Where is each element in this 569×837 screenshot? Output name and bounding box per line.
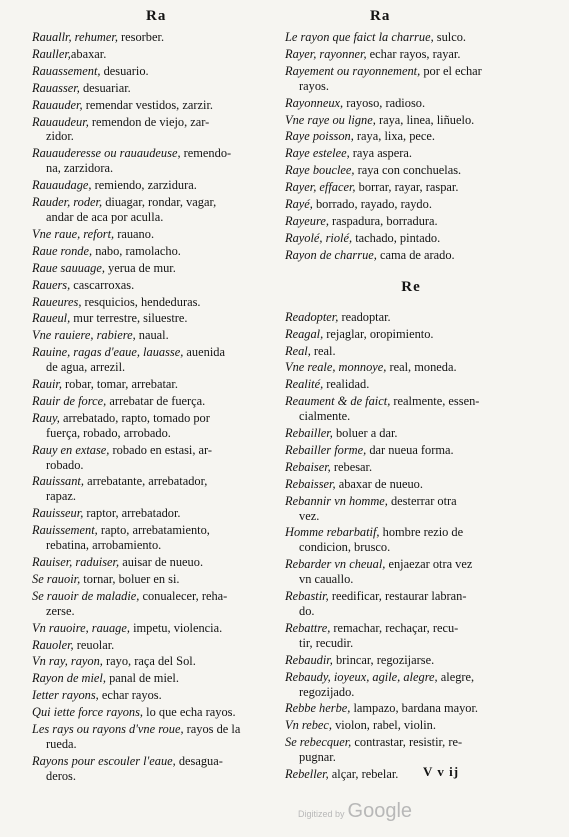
dictionary-entry [285, 231, 537, 246]
dictionary-entry [32, 328, 284, 343]
entry-headword: Vne raue, refort, [32, 226, 115, 241]
entry-definition: impetu, violencia. [129, 620, 223, 635]
entry-definition: arrebatado, rapto, tomado por [59, 410, 210, 425]
entry-definition: panal de miel. [105, 671, 179, 686]
entry-headword: Rauaudeur, [32, 114, 89, 129]
entry-headword: Rauers, [32, 277, 71, 292]
dictionary-entry [285, 394, 537, 424]
entry-definition: diuagar, rondar, vagar, [102, 195, 217, 210]
right-column [285, 30, 537, 784]
entry-definition: remendar vestidos, zarzir. [82, 97, 213, 112]
dictionary-entry [285, 47, 537, 62]
entry-headword: Vne reale, monnoye, [285, 360, 387, 375]
dictionary-entry [285, 96, 537, 111]
entry-continuation: deros. [46, 768, 76, 783]
dictionary-entry [32, 64, 284, 79]
entry-definition: resorber. [117, 30, 165, 44]
entry-definition: brincar, regozijarse. [332, 652, 435, 667]
entry-headword: Rebailler forme, [285, 442, 367, 457]
entry-definition: desagua- [175, 753, 223, 768]
entry-headword: Vne rauiere, rabiere, [32, 328, 136, 343]
dictionary-entry [32, 261, 284, 276]
entry-headword: Rauissement, [32, 523, 98, 538]
entry-headword: Rayon de miel, [32, 671, 106, 686]
dictionary-entry [285, 163, 537, 178]
entry-headword: Vne raye ou ligne, [285, 112, 376, 127]
entry-headword: Rauisseur, [32, 506, 84, 521]
dictionary-entry [285, 621, 537, 651]
entry-definition: resquicios, hendeduras. [81, 294, 201, 309]
entry-continuation: de agua, arrezil. [46, 360, 126, 375]
entry-headword: Vn rebec, [285, 718, 333, 733]
dictionary-entry [32, 146, 284, 176]
entry-headword: Rauller, [32, 46, 71, 61]
entry-headword: Raueures, [32, 294, 82, 309]
entry-definition: abaxar de nueuo. [335, 476, 423, 491]
entry-definition: robado en estasi, ar- [109, 442, 213, 457]
dictionary-entry [285, 477, 537, 492]
entry-headword: Qui iette force rayons, [32, 705, 144, 720]
dictionary-entry [285, 214, 537, 229]
signature-mark: V v ij [423, 764, 460, 779]
dictionary-entry [285, 360, 537, 375]
entry-headword: Reaument & de faict, [285, 394, 391, 409]
entry-definition: alegre, [437, 669, 475, 684]
entry-definition: abaxar. [70, 46, 107, 61]
dictionary-entry [285, 344, 537, 359]
dictionary-entry [32, 688, 284, 703]
dictionary-entry [32, 722, 284, 752]
dictionary-entry [32, 30, 284, 45]
entry-headword: Rebaiser, [285, 459, 331, 474]
entry-headword: Rauy, [32, 410, 60, 425]
entry-definition: nabo, ramolacho. [92, 243, 181, 258]
entry-headword: Rauasser, [32, 80, 80, 95]
entry-definition: echar rayos. [98, 688, 162, 703]
entry-headword: Rauissant, [32, 474, 84, 489]
entry-definition: enjaezar otra vez [385, 557, 473, 572]
dictionary-entry [285, 589, 537, 619]
entry-definition: lampazo, bardana mayor. [350, 701, 479, 716]
dictionary-entry [32, 572, 284, 587]
left-column [32, 30, 284, 786]
entry-continuation: vez. [299, 508, 320, 523]
entry-headword: Ietter rayons, [32, 688, 99, 703]
entry-continuation: rapaz. [46, 489, 76, 504]
entry-headword: Rebeller, [285, 767, 329, 782]
dictionary-entry [285, 64, 537, 94]
dictionary-entry [32, 394, 284, 409]
entry-definition: lo que echa rayos. [143, 705, 236, 720]
entry-headword: Readopter, [285, 309, 339, 324]
entry-definition: raya con conchuelas. [354, 163, 462, 178]
dictionary-entry [32, 671, 284, 686]
entry-headword: Rebattre, [285, 620, 331, 635]
dictionary-entry [285, 129, 537, 144]
entry-headword: Vn ray, rayon, [32, 654, 103, 669]
entry-headword: Rauallr, rehumer, [32, 30, 118, 44]
dictionary-entry [285, 426, 537, 441]
dictionary-entry [285, 460, 537, 475]
entry-definition: hombre rezio de [379, 525, 464, 540]
entry-definition: raya, lixa, pece. [353, 129, 436, 144]
entry-headword: Vn rauoire, rauage, [32, 620, 130, 635]
entry-continuation: rebatina, arrobamiento. [46, 538, 162, 553]
running-head-right: Ra [370, 8, 391, 24]
entry-definition: desuariar. [79, 80, 131, 95]
entry-continuation: na, zarzidora. [46, 161, 114, 176]
entry-headword: Rauiser, raduiser, [32, 555, 120, 569]
digitized-watermark [298, 800, 412, 823]
dictionary-entry [285, 443, 537, 458]
dictionary-entry [285, 30, 537, 45]
entry-definition: borrado, rayado, raydo. [312, 197, 432, 212]
entry-headword: Rebbe herbe, [285, 701, 351, 716]
entry-definition: rauano. [114, 226, 155, 241]
entry-definition: arrebatante, arrebatador, [83, 474, 208, 489]
dictionary-entry [285, 767, 537, 782]
dictionary-entry [32, 81, 284, 96]
watermark-brand: Google [347, 800, 413, 822]
entry-headword: Raye poisson, [285, 129, 354, 144]
dictionary-entry [285, 494, 537, 524]
dictionary-entry [32, 411, 284, 441]
dictionary-entry [285, 701, 537, 716]
dictionary-entry [32, 555, 284, 570]
entry-definition: readoptar. [338, 309, 391, 324]
entry-continuation: robado. [46, 457, 84, 472]
entry-continuation: zidor. [46, 129, 74, 144]
entry-headword: Realité, [285, 377, 324, 392]
entry-definition: rejaglar, oropimiento. [323, 326, 434, 341]
dictionary-entry [32, 654, 284, 669]
entry-continuation: condicion, brusco. [299, 540, 391, 555]
entry-continuation: regozijado. [299, 684, 355, 699]
entry-definition: raya, linea, liñuelo. [375, 112, 475, 127]
entry-headword: Homme rebarbatif, [285, 525, 380, 540]
entry-definition: reedificar, restaurar labran- [328, 589, 467, 604]
entry-definition: rayos de la [183, 722, 241, 737]
dictionary-entry [32, 377, 284, 392]
entry-definition: tornar, boluer en si. [80, 571, 180, 586]
entry-headword: Les rays ou rayons d'vne roue, [32, 722, 184, 737]
entry-definition: violon, rabel, violin. [332, 718, 436, 733]
entry-headword: Rauauder, [32, 97, 83, 112]
entry-headword: Rayeure, [285, 213, 329, 228]
dictionary-entry [285, 327, 537, 342]
right-column-entries-re [285, 310, 537, 782]
entry-definition: auenida [183, 345, 225, 360]
entry-headword: Rauder, roder, [32, 195, 103, 210]
dictionary-entry [285, 557, 537, 587]
dictionary-entry [285, 735, 537, 765]
entry-continuation: tir, recudir. [299, 635, 354, 650]
entry-definition: sulco. [433, 30, 467, 44]
entry-definition: desuario. [100, 63, 149, 78]
entry-continuation: andar de aca por aculla. [46, 209, 164, 224]
entry-definition: echar rayos, rayar. [366, 46, 461, 61]
dictionary-entry [285, 525, 537, 555]
entry-definition: reuolar. [73, 637, 115, 652]
entry-headword: Reagal, [285, 326, 324, 341]
entry-definition: por el echar [420, 63, 482, 78]
entry-continuation: do. [299, 604, 315, 618]
entry-headword: Raue sauuage, [32, 260, 105, 275]
entry-definition: rayoso, radioso. [343, 95, 426, 110]
entry-definition: borrar, rayar, raspar. [355, 180, 459, 195]
entry-continuation: fuerça, robado, arrobado. [46, 425, 171, 440]
entry-continuation: cialmente. [299, 409, 351, 424]
entry-headword: Rayonneux, [285, 95, 344, 110]
entry-definition: raya aspera. [349, 146, 412, 161]
dictionary-entry [285, 113, 537, 128]
entry-headword: Raye estelee, [285, 146, 350, 161]
dictionary-entry [285, 146, 537, 161]
entry-headword: Rayon de charrue, [285, 247, 377, 262]
entry-headword: Rayé, [285, 197, 313, 212]
entry-headword: Rayer, effacer, [285, 180, 356, 195]
entry-definition: auisar de nueuo. [119, 555, 204, 569]
dictionary-entry [32, 47, 284, 62]
entry-headword: Raueul, [32, 311, 71, 326]
entry-continuation: rayos. [299, 78, 329, 93]
entry-headword: Raye bouclee, [285, 163, 355, 178]
entry-definition: boluer a dar. [332, 426, 398, 441]
entry-definition: conualecer, reha- [139, 588, 228, 603]
entry-continuation: vn cauallo. [299, 572, 354, 587]
entry-headword: Rauy en extase, [32, 442, 110, 457]
entry-definition: real, moneda. [386, 360, 457, 375]
entry-definition: rayo, raça del Sol. [102, 654, 196, 669]
entry-definition: rebesar. [330, 459, 373, 474]
dictionary-entry [32, 705, 284, 720]
dictionary-entry [32, 278, 284, 293]
watermark-digitized-text: Digitized by [298, 809, 345, 819]
entry-headword: Rebannir vn homme, [285, 493, 388, 508]
entry-headword: Rauir, [32, 377, 62, 392]
entry-definition: realidad. [323, 377, 370, 392]
entry-headword: Rauauderesse ou rauaudeuse, [32, 146, 181, 161]
dictionary-entry [32, 621, 284, 636]
dictionary-entry [285, 180, 537, 195]
dictionary-entry [32, 115, 284, 145]
dictionary-entry [285, 310, 537, 325]
dictionary-entry [32, 311, 284, 326]
entry-definition: arrebatar de fuerça. [106, 393, 206, 408]
dictionary-entry [285, 197, 537, 212]
dictionary-entry [285, 653, 537, 668]
dictionary-entry [32, 345, 284, 375]
entry-headword: Se rebecquer, [285, 735, 352, 750]
entry-headword: Rebaudy, ioyeux, agile, alegre, [285, 669, 438, 684]
dictionary-entry [285, 718, 537, 733]
dictionary-entry [32, 295, 284, 310]
dictionary-entry [32, 195, 284, 225]
entry-headword: Rauassement, [32, 63, 101, 78]
entry-definition: contrastar, resistir, re- [351, 735, 463, 750]
dictionary-entry [32, 506, 284, 521]
entry-definition: cama de arado. [376, 247, 455, 262]
dictionary-entry [32, 474, 284, 504]
dictionary-entry [285, 377, 537, 392]
dictionary-entry [285, 248, 537, 263]
entry-definition: remendo- [180, 146, 232, 161]
dictionary-entry [32, 178, 284, 193]
entry-headword: Rebaisser, [285, 476, 336, 491]
entry-definition: remendon de viejo, zar- [88, 114, 210, 129]
entry-definition: desterrar otra [387, 493, 457, 508]
entry-headword: Se rauoir, [32, 571, 81, 586]
entry-continuation: rueda. [46, 736, 77, 751]
entry-definition: dar nueua forma. [366, 442, 454, 457]
dictionary-entry [285, 670, 537, 700]
entry-definition: mur terrestre, siluestre. [70, 311, 188, 326]
entry-headword: Rauoler, [32, 637, 74, 652]
entry-headword: Rauir de force, [32, 393, 107, 408]
entry-definition: yerua de mur. [104, 260, 176, 275]
entry-headword: Se rauoir de maladie, [32, 588, 140, 603]
entry-definition: robar, tomar, arrebatar. [61, 377, 178, 392]
entry-definition: tachado, pintado. [352, 230, 441, 245]
dictionary-entry [32, 523, 284, 553]
entry-definition: remachar, rechaçar, recu- [330, 620, 459, 635]
entry-headword: Rebastir, [285, 589, 329, 604]
entry-definition: real. [310, 343, 336, 358]
dictionary-entry [32, 98, 284, 113]
entry-definition: alçar, rebelar. [328, 767, 399, 782]
dictionary-entry [32, 638, 284, 653]
entry-definition: cascarroxas. [70, 277, 135, 292]
dictionary-entry [32, 443, 284, 473]
dictionary-entry [32, 589, 284, 619]
entry-definition: rapto, arrebatamiento, [97, 523, 210, 538]
entry-headword: Rayer, rayonner, [285, 46, 367, 61]
entry-definition: realmente, essen- [390, 394, 480, 409]
entry-headword: Rayons pour escouler l'eaue, [32, 753, 176, 768]
entry-headword: Rebarder vn cheual, [285, 557, 386, 572]
entry-headword: Rebailler, [285, 426, 333, 441]
entry-definition: remiendo, zarzidura. [91, 178, 197, 193]
entry-headword: Rauine, ragas d'eaue, lauasse, [32, 345, 184, 360]
entry-headword: Rayolé, riolé, [285, 230, 353, 245]
entry-continuation: pugnar. [299, 750, 336, 765]
section-heading: Re [401, 278, 421, 295]
entry-definition: naual. [135, 328, 169, 343]
dictionary-entry [32, 227, 284, 242]
entry-headword: Raue ronde, [32, 243, 93, 258]
entry-headword: Le rayon que faict la charrue, [285, 30, 434, 44]
entry-continuation: zerse. [46, 603, 75, 618]
entry-headword: Rayement ou rayonnement, [285, 63, 421, 78]
entry-definition: raptor, arrebatador. [83, 506, 181, 521]
dictionary-entry [32, 754, 284, 784]
dictionary-entry [32, 244, 284, 259]
entry-definition: raspadura, borradura. [328, 213, 438, 228]
entry-headword: Rauaudage, [32, 178, 92, 193]
right-column-entries-ra [285, 30, 537, 263]
entry-headword: Rebaudir, [285, 652, 333, 667]
entry-headword: Real, [285, 343, 311, 358]
running-head-left: Ra [146, 8, 167, 24]
